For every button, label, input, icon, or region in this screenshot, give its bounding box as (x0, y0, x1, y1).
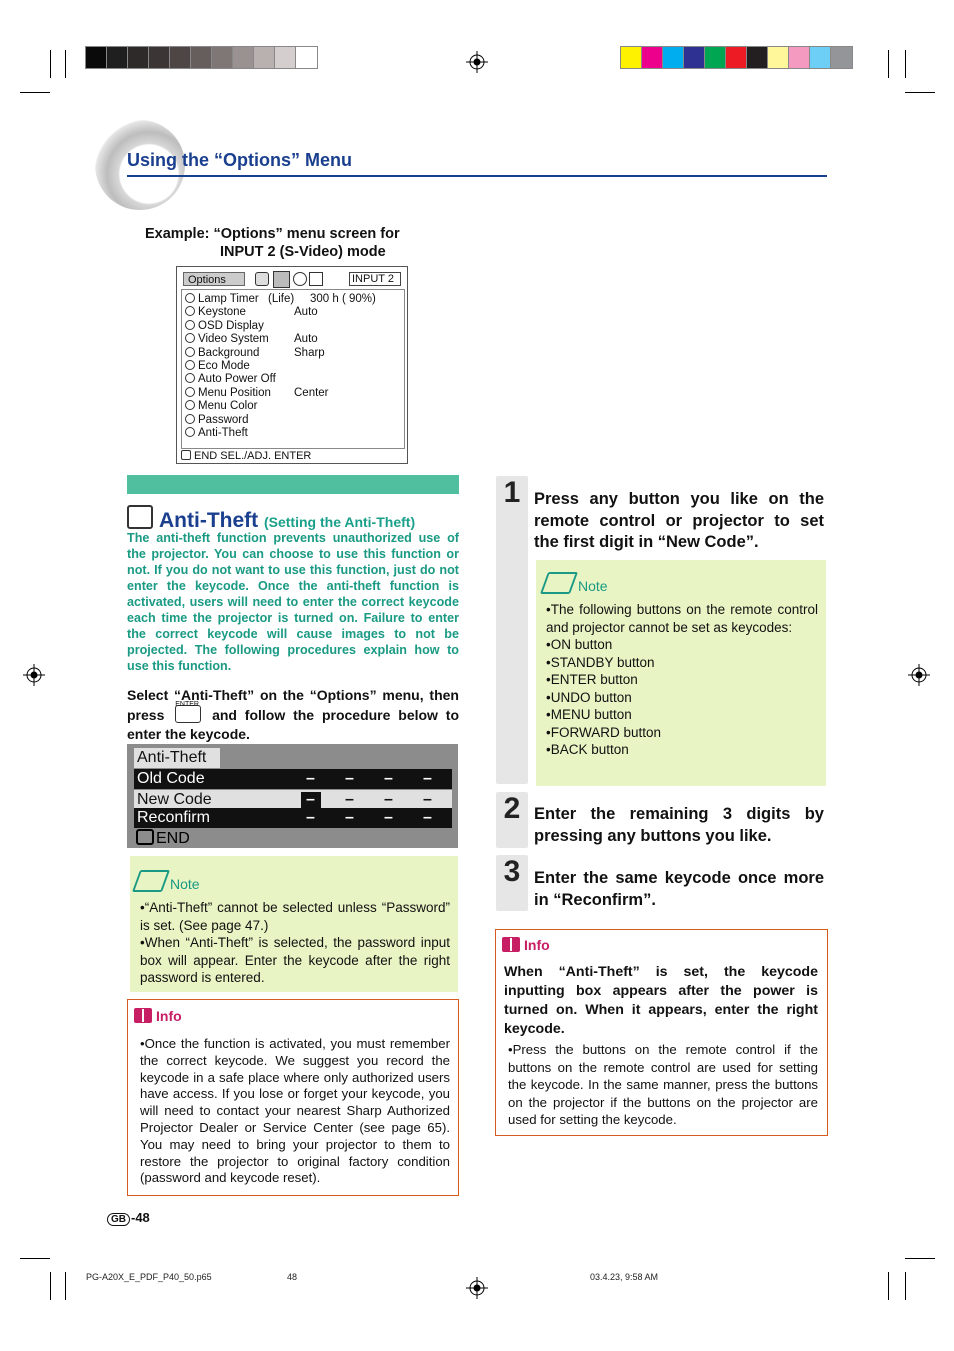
note-right-title (544, 572, 608, 596)
crop-mark (905, 92, 935, 93)
registration-mark-icon (23, 664, 45, 686)
color-calibration-bar (621, 47, 852, 68)
select-instruction-b: and follow the procedure below to enter the keycode. (127, 707, 459, 742)
reconfirm-digit-3: – (384, 809, 393, 826)
note-left (130, 856, 458, 992)
old-code-digit-2: – (345, 770, 354, 787)
option-label: Auto Power Off (198, 373, 276, 386)
option-icon (185, 333, 195, 343)
note-right-list (546, 601, 818, 759)
graybar-swatch (170, 47, 191, 68)
option-label: Eco Mode (198, 360, 250, 372)
option-icon (185, 427, 195, 437)
options-tab-icon (273, 271, 290, 288)
new-code-row (134, 790, 452, 810)
info-right (495, 929, 828, 1136)
option-label: Menu Color (198, 400, 258, 413)
options-list (181, 289, 405, 449)
info-left-title (134, 1008, 182, 1026)
option-icon (185, 293, 195, 303)
language-tab-icon (309, 272, 323, 286)
reconfirm-row (134, 808, 452, 828)
note-left-title (136, 870, 200, 894)
colorbar-swatch (747, 47, 768, 68)
crop-mark (888, 1272, 889, 1300)
crop-mark (50, 50, 51, 78)
option-label: Background (198, 346, 260, 359)
section-title: Using the “Options” Menu (127, 150, 352, 170)
old-code-digit-1: – (306, 770, 315, 787)
options-menu-screen (176, 266, 408, 464)
step-1-marker (496, 476, 528, 784)
graybar-swatch (254, 47, 275, 68)
audio-tab-icon (293, 272, 307, 286)
menu-footer-text: END SEL./ADJ. ENTER (194, 450, 312, 462)
step-3-number: 3 (503, 855, 521, 888)
reconfirm-digit-1: – (306, 809, 315, 826)
options-row (185, 414, 249, 427)
reconfirm-digit-2: – (345, 809, 354, 826)
note-right-item: •FORWARD button (546, 724, 662, 740)
header-rule (127, 175, 827, 177)
colorbar-swatch (663, 47, 684, 68)
input-indicator: INPUT 2 (349, 272, 401, 286)
example-caption-line2: INPUT 2 (S-Video) mode (220, 244, 386, 260)
options-row (185, 293, 259, 306)
graybar-swatch (275, 47, 296, 68)
step-3-text: Enter the same keycode once more in “Reconfirm”. (534, 869, 824, 909)
step-2-text: Enter the remaining 3 digits by pressing any buttons you like. (534, 805, 824, 845)
note-right-item: •STANDBY button (546, 654, 655, 670)
new-code-digit-2: – (345, 791, 354, 808)
note-left-item: •“Anti-Theft” cannot be selected unless “Password” is set. (See page 47.) (140, 900, 450, 933)
option-label: Menu Position (198, 386, 271, 399)
example-caption-line1: Example: “Options” menu screen for (145, 226, 400, 242)
note-right-title-text: Note (578, 578, 608, 594)
options-row (185, 306, 246, 319)
step-2-marker (496, 792, 528, 848)
option-value: Auto (294, 306, 318, 319)
reconfirm-digit-4: – (423, 809, 432, 826)
info-left-text: •Once the function is activated, you must remember the correct keycode. We suggest you record the keycode in a safe place where only authorized users have access. If you lose or forget your keycode, you will need to contact your nearest Sharp Authorized Projector Dealer or Service Center (see page 65). You may need to bring your projector to them to restore the projector to original factory condition (password and keycode reset). (140, 1036, 450, 1186)
graybar-swatch (149, 47, 170, 68)
colorbar-swatch (621, 47, 642, 68)
registration-mark-icon (466, 1277, 488, 1299)
keycode-title: Anti-Theft (134, 748, 220, 768)
info-right-bold: When “Anti-Theft” is set, the keycode inputting box appears after the power is turned on. When it appears, enter the right keycode. (504, 964, 818, 1037)
colorbar-swatch (768, 47, 789, 68)
info-left (127, 999, 459, 1196)
note-left-item: •When “Anti-Theft” is selected, the password input box will appear. Enter the keycode after the right password is entered. (140, 935, 450, 985)
menu-button-icon (136, 829, 154, 845)
options-row (185, 347, 259, 360)
crop-mark (905, 50, 906, 78)
option-label: OSD Display (198, 319, 264, 332)
anti-theft-intro: The anti-theft function prevents unauthorized use of the projector. You can choose to use this function or not. If you do not want to use this function, just do not enter the keycode. Once the anti-theft function is activated, users will need to enter the correct keycode each time the projector is turned on. Failure to enter the correct keycode will cause images to not be projected. The following procedures explain how to use this function. (127, 531, 459, 673)
note-right-intro: •The following buttons on the remote control and projector cannot be set as keycodes: (546, 602, 818, 635)
note-right (536, 560, 826, 786)
options-tab-bar (181, 271, 403, 287)
crop-mark (905, 1272, 906, 1300)
graybar-swatch (107, 47, 128, 68)
options-row (185, 400, 257, 413)
option-icon (185, 306, 195, 316)
enter-key-label: ENTER (175, 701, 199, 708)
old-code-row (134, 769, 452, 789)
new-code-digit-1: – (306, 791, 315, 808)
old-code-digit-4: – (423, 770, 432, 787)
gb-badge: GB (107, 1213, 130, 1226)
crop-mark (50, 1272, 51, 1300)
pencil-note-icon (540, 572, 578, 594)
anti-theft-subtitle: (Setting the Anti-Theft) (263, 514, 416, 530)
note-right-item: •ON button (546, 637, 613, 652)
colorbar-swatch (726, 47, 747, 68)
keycode-end (136, 829, 190, 848)
new-code-label: New Code (137, 791, 212, 808)
note-right-item: •UNDO button (546, 689, 632, 705)
option-label: Lamp Timer (198, 293, 259, 305)
graybar-swatch (86, 47, 107, 68)
footer-date: 03.4.23, 9:58 AM (590, 1272, 659, 1282)
crop-mark (65, 1272, 66, 1300)
colorbar-swatch (684, 47, 705, 68)
footer-file: PG-A20X_E_PDF_P40_50.p65 (86, 1272, 212, 1282)
option-value: Sharp (294, 346, 325, 359)
crop-mark (888, 50, 889, 78)
options-row (185, 333, 269, 346)
colorbar-swatch (810, 47, 831, 68)
crop-mark (65, 50, 66, 78)
step-3-marker (496, 855, 528, 911)
option-icon (185, 387, 195, 397)
new-code-digit-4: – (423, 791, 432, 808)
option-icon (185, 320, 195, 330)
pencil-note-icon (132, 870, 170, 892)
graybar-swatch (296, 47, 317, 68)
option-icon (185, 373, 195, 383)
option-value: Center (294, 386, 329, 399)
menu-button-icon (181, 450, 191, 460)
keycode-screen (127, 744, 458, 848)
step-2-number: 2 (503, 792, 521, 825)
registration-mark-icon (466, 51, 488, 73)
page-number-text: -48 (131, 1210, 150, 1225)
page-number (107, 1210, 150, 1226)
info-right-title (502, 937, 550, 955)
crop-mark (20, 92, 50, 93)
anti-theft-heading (127, 505, 415, 533)
step-1-number: 1 (503, 476, 521, 509)
book-info-icon (502, 937, 520, 952)
option-label: Password (198, 413, 249, 426)
option-icon (185, 414, 195, 424)
old-code-digit-3: – (384, 770, 393, 787)
note-right-item: •MENU button (546, 707, 632, 722)
keycode-end-label: END (156, 830, 190, 847)
graybar-swatch (212, 47, 233, 68)
footer-page: 48 (287, 1272, 298, 1282)
option-icon (185, 360, 195, 370)
option-label: Anti-Theft (198, 427, 248, 439)
lamp-timer-readout: 300 h ( 90%) (310, 293, 376, 305)
options-row (185, 320, 264, 333)
colorbar-swatch (705, 47, 726, 68)
options-row (185, 427, 248, 440)
note-right-item: •ENTER button (546, 672, 638, 687)
options-row (185, 360, 250, 373)
info-left-title-text: Info (156, 1008, 182, 1024)
graybar-swatch (128, 47, 149, 68)
colorbar-swatch (789, 47, 810, 68)
select-instruction (127, 686, 459, 744)
colorbar-swatch (831, 47, 852, 68)
old-code-label: Old Code (137, 770, 205, 787)
gray-calibration-bar (86, 47, 317, 68)
crop-mark (20, 1258, 50, 1259)
options-tab: Options (183, 272, 245, 286)
picture-tab-icon (255, 272, 269, 286)
info-right-text: •Press the buttons on the remote control if the buttons on the remote control are used for setting the keycode. In the same manner, press the buttons on the projector if the buttons on the projector are used for setting the keycode. (508, 1042, 818, 1127)
note-right-item: •BACK button (546, 742, 629, 757)
graybar-swatch (233, 47, 254, 68)
info-right-title-text: Info (524, 937, 550, 953)
anti-theft-icon (127, 505, 153, 529)
book-info-icon (134, 1008, 152, 1023)
colorbar-swatch (642, 47, 663, 68)
option-label: Keystone (198, 306, 246, 319)
anti-theft-title: Anti-Theft (159, 509, 259, 532)
menu-footer (181, 450, 311, 462)
select-instruction-a: Select “Anti-Theft” on the “Options” menu, then press (127, 687, 459, 723)
section-bar (127, 475, 459, 494)
option-icon (185, 347, 195, 357)
enter-key-icon (175, 701, 201, 723)
reconfirm-label: Reconfirm (137, 809, 210, 826)
option-value: Auto (294, 333, 318, 346)
options-row (185, 387, 271, 400)
note-left-list (140, 899, 450, 987)
options-row (185, 373, 276, 386)
option-value: (Life) (268, 293, 295, 305)
note-left-title-text: Note (170, 876, 200, 892)
crop-mark (905, 1258, 935, 1259)
step-1-text: Press any button you like on the remote control or projector to set the first digit in “New Code”. (534, 490, 824, 551)
option-icon (185, 400, 195, 410)
registration-mark-icon (908, 664, 930, 686)
new-code-digit-3: – (384, 791, 393, 808)
option-label: Video System (198, 333, 269, 346)
graybar-swatch (191, 47, 212, 68)
